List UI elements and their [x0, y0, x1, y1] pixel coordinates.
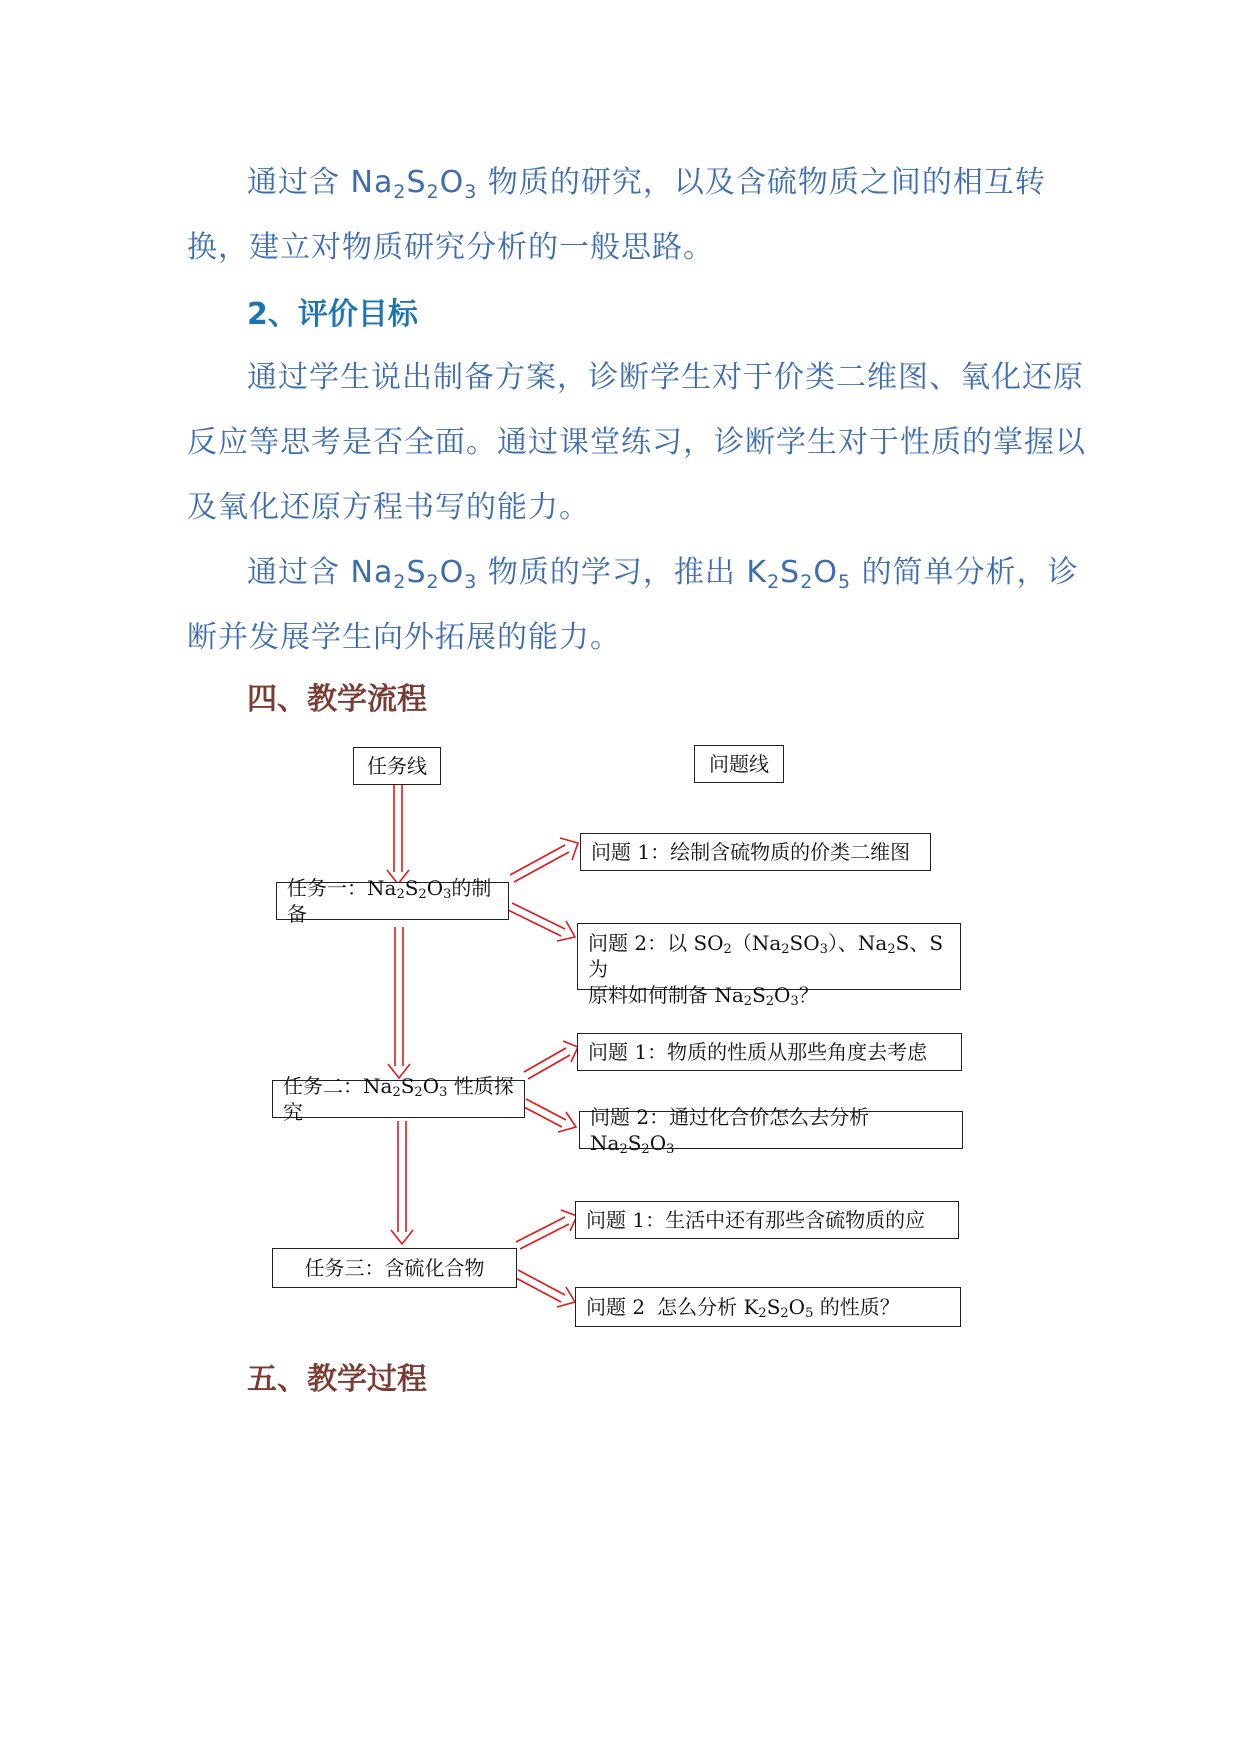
task-1-question-1: 问题 1：绘制含硫物质的价类二维图	[580, 833, 931, 871]
task-3-question-2: 问题 2 怎么分析 $K_2S_2O_5$ 的性质？	[575, 1287, 961, 1327]
task-3-box: 任务三：含硫化合物	[272, 1248, 517, 1288]
task-2-question-2: 问题 2：通过化合价怎么去分析 $Na_2S_2O_3$	[579, 1111, 963, 1149]
arrow-task1-to-q2	[508, 903, 575, 941]
section-heading-teaching-flow: 四、教学流程	[247, 682, 427, 717]
intro-paragraph: 通过含 $Na_2S_2O_3$ 物质的研究，以及含硫物质之间的相互转换，建立对物质研究分析的一般思路。	[187, 165, 1046, 265]
arrow-header-to-task1	[387, 783, 409, 884]
task-1-question-2	[577, 923, 961, 1009]
task-2-box: 任务二：$Na_2S_2O_3$ 性质探究	[272, 1080, 525, 1118]
task-1-box: 任务一：$Na_2S_2O_3$的制备	[276, 882, 509, 920]
arrow-task1-to-task2	[388, 927, 410, 1078]
task-3-question-1: 问题 1：生活中还有那些含硫物质的应	[575, 1201, 959, 1239]
task-line-header: 任务线	[353, 747, 441, 785]
arrow-task2-to-q1	[524, 1041, 578, 1079]
evaluation-paragraph-2: 通过含 $Na_2S_2O_3$ 物质的学习，推出 $K_2S_2O_5$ 的简单分析，诊断并发展学生向外拓展的能力。	[187, 555, 1079, 655]
section-heading-evaluation: 2、评价目标	[247, 297, 418, 332]
arrow-task1-to-q1	[510, 838, 578, 882]
arrow-task2-to-task3	[391, 1121, 413, 1244]
section-heading-teaching-process: 五、教学过程	[247, 1362, 427, 1397]
task-1-question-2-line-1: 问题 2：以 $SO_2(Na_2SO_3)$、$Na_2S$、S 为	[588, 931, 944, 981]
question-line-header: 问题线	[694, 745, 784, 783]
task-1-question-2-line-2: 原料如何制备 $Na_2S_2O_3$？	[588, 983, 819, 1009]
arrow-task3-to-q2	[514, 1270, 575, 1307]
task-2-question-1: 问题 1：物质的性质从那些角度去考虑	[577, 1033, 962, 1071]
evaluation-paragraph-1: 通过学生说出制备方案，诊断学生对于价类二维图、氧化还原反应等思考是否全面。通过课堂练习，诊断学生对于性质的掌握以及氧化还原方程书写的能力。	[187, 360, 1086, 525]
arrow-task3-to-q1	[516, 1210, 577, 1249]
arrow-task2-to-q2	[522, 1099, 576, 1132]
